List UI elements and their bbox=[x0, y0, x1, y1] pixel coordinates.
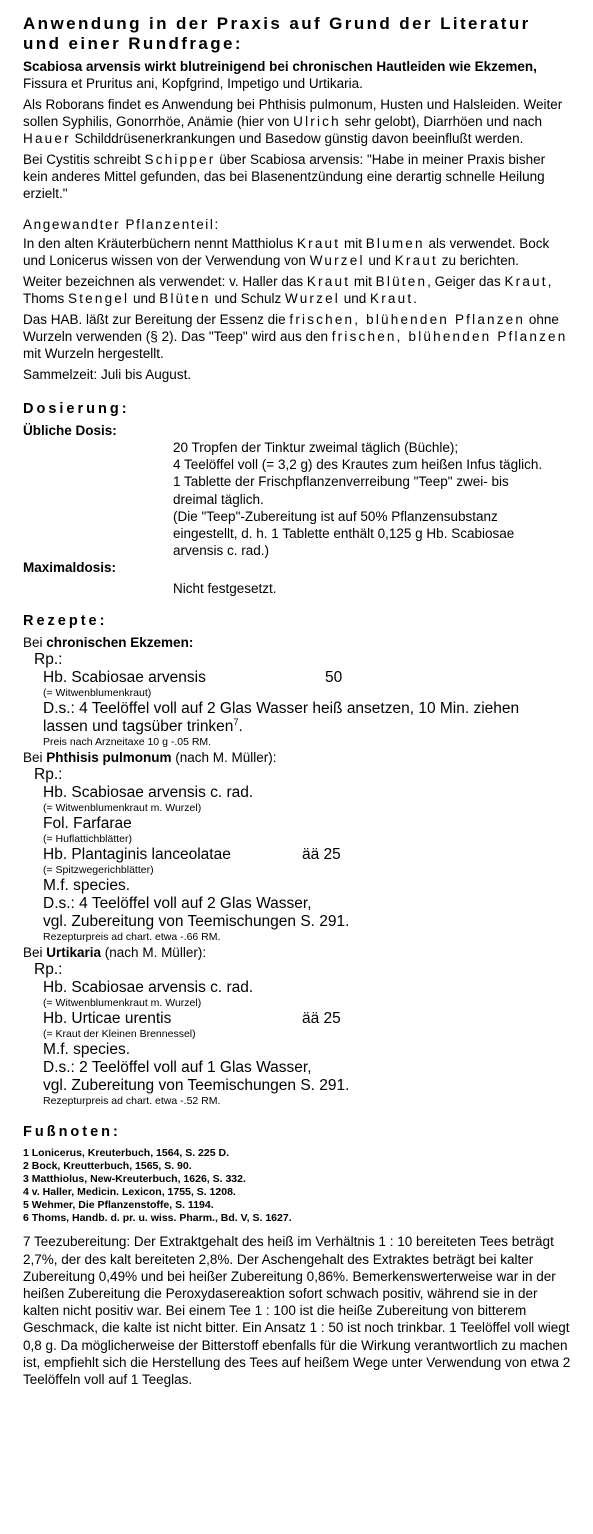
dose-line: 4 Teelöffel voll (= 3,2 g) des Krautes zum heißen Infus täglich. bbox=[173, 457, 543, 473]
directions: D.s.: 4 Teelöffel voll auf 2 Glas Wasser, bbox=[43, 895, 312, 913]
ingredient-note: (= Huflattichblätter) bbox=[43, 833, 132, 846]
footnote-item: 6 Thoms, Handb. d. pr. u. wiss. Pharm., Bd. V, S. 1627. bbox=[23, 1212, 292, 1225]
rp-label: Rp.: bbox=[34, 961, 63, 979]
ingredient-note: (= Witwenblumenkraut m. Wurzel) bbox=[43, 802, 202, 815]
section-heading-anwendung: Anwendung in der Praxis auf Grund der Literatur und einer Rundfrage: bbox=[23, 14, 531, 53]
author-schipper: Schipper bbox=[144, 152, 216, 167]
dose-max-value: Nicht festgesetzt. bbox=[173, 581, 277, 597]
footnote-item: 2 Bock, Kreutterbuch, 1565, S. 90. bbox=[23, 1160, 192, 1173]
paragraph: Weiter bezeichnen als verwendet: v. Haller das Kraut mit Blüten, Geiger das Kraut, Thoms Stengel und Blüten und Schulz Wurzel und Kraut. bbox=[23, 274, 552, 306]
footnote-ref[interactable]: 7 bbox=[233, 717, 239, 728]
price-note: Preis nach Arzneitaxe 10 g -.05 RM. bbox=[43, 736, 212, 749]
rp-label: Rp.: bbox=[34, 651, 63, 669]
paragraph: Das HAB. läßt zur Bereitung der Essenz die frischen, blühenden Pflanzen ohne Wurzeln verwenden (§ 2). Das "Teep" wird aus den frischen, blühenden Pflanzen mit Wurzeln hergestellt. bbox=[23, 312, 568, 361]
dose-line: eingestellt, d. h. 1 Tablette enthält 0,125 g Hb. Scabiosae bbox=[173, 526, 515, 542]
paragraph: Als Roborans findet es Anwendung bei Phthisis pulmonum, Husten und Halsleiden. Weiter sollen Syphilis, Gonorrhöe, Anämie (hier von Ulrich sehr gelobt), Diarrhöen und nach Hauer Schilddrüsenerkrankungen und Basedow günstig davon beeinflußt werden. bbox=[23, 97, 563, 146]
footnote-item: 1 Lonicerus, Kreuterbuch, 1564, S. 225 D. bbox=[23, 1147, 229, 1160]
directions: vgl. Zubereitung von Teemischungen S. 291. bbox=[43, 1077, 350, 1095]
ingredient: Hb. Scabiosae arvensis c. rad. bbox=[43, 784, 254, 802]
price-note: Rezepturpreis ad chart. etwa -.66 RM. bbox=[43, 931, 221, 944]
dose-line: arvensis c. rad.) bbox=[173, 543, 270, 559]
dose-line: (Die "Teep"-Zubereitung ist auf 50% Pflanzensubstanz bbox=[173, 508, 498, 524]
lead-bold-text: Scabiosa arvensis wirkt blutreinigend bei chronischen Hautleiden wie Ekzemen, bbox=[23, 59, 537, 74]
ingredient-note: (= Witwenblumenkraut m. Wurzel) bbox=[43, 997, 202, 1010]
paragraph: In den alten Kräuterbüchern nennt Matthiolus Kraut mit Blumen als verwendet. Bock und Lonicerus wissen von der Verwendung von Wurzel und Kraut zu berichten. bbox=[23, 236, 550, 268]
footnote-item: 3 Matthiolus, New-Kreuterbuch, 1626, S. 332. bbox=[23, 1173, 246, 1186]
sammelzeit: Sammelzeit: Juli bis August. bbox=[23, 367, 192, 382]
ingredient-row: Hb. Plantaginis lanceolatae ää 25 bbox=[43, 846, 341, 864]
mf: M.f. species. bbox=[43, 1041, 130, 1059]
mf: M.f. species. bbox=[43, 877, 130, 895]
recipe-intro: Bei Urtikaria (nach M. Müller): bbox=[23, 945, 207, 961]
paragraph: Bei Cystitis schreibt Schipper über Scabiosa arvensis: "Habe in meiner Praxis bisher kein anderes Mittel gefunden, das bei Blasenentzündung eine derartig schnelle Heilung erzielt." bbox=[23, 152, 546, 201]
recipe-intro: Bei Phthisis pulmonum (nach M. Müller): bbox=[23, 750, 277, 766]
author-hauer: Hauer bbox=[23, 131, 71, 146]
author-ulrich: Ulrich bbox=[293, 114, 341, 129]
dose-line: dreimal täglich. bbox=[173, 491, 264, 507]
ingredient-row: Hb. Scabiosae arvensis 50 bbox=[43, 669, 343, 687]
footnote-7: 7 Teezubereitung: Der Extraktgehalt des heiß im Verhältnis 1 : 10 bereiteten Tees beträgt 2,7%, der des kalt bereiteten 2,8%. Der Aschengehalt des Extraktes beträgt bei kalter Zubereitung 0,49% und bei heißer Zubereitung 0,86%. Bemerkenswerterweise war in der heißen Zubereitung die Peroxydasereaktion sofort schwach positiv, während sie in der kalten nicht positiv war. Bei einem Tee 1 : 100 ist die heiße Zubereitung von bitterem Geschmack, die kalte ist nicht bitter. Ein Ansatz 1 : 50 ist noch trinkbar. 1 Teelöffel voll wiegt 0,8 g. Da möglicherweise der Bitterstoff ebenfalls für die Wirkung verantwortlich zu machen ist, empfiehlt sich die Herstellung des Tees auf heißem Wege unter Verwendung von etwa 2 Teelöffeln voll auf 1 Teeglas. bbox=[23, 1234, 571, 1388]
ingredient: Fol. Farfarae bbox=[43, 815, 132, 833]
section-praxis bbox=[23, 58, 571, 202]
section-heading-fussnoten: Fußnoten: bbox=[23, 1124, 121, 1141]
section-heading-pflanzenteil: Angewandter Pflanzenteil: bbox=[23, 217, 220, 232]
directions: D.s.: 2 Teelöffel voll auf 1 Glas Wasser, bbox=[43, 1059, 312, 1077]
directions: vgl. Zubereitung von Teemischungen S. 291. bbox=[43, 913, 350, 931]
section-rezepte bbox=[23, 613, 571, 1108]
recipe-ekzeme bbox=[23, 634, 571, 749]
recipe-urtikaria bbox=[23, 944, 571, 1108]
section-pflanzenteil bbox=[23, 216, 571, 383]
footnote-list bbox=[23, 1147, 571, 1225]
section-heading-rezepte: Rezepte: bbox=[23, 613, 108, 630]
section-fussnoten bbox=[23, 1124, 571, 1388]
dose-label-max: Maximaldosis: bbox=[23, 560, 117, 576]
dose-list bbox=[173, 438, 568, 559]
dose-line: 1 Tablette der Frischpflanzenverreibung "Teep" zwei- bis bbox=[173, 474, 509, 490]
rp-label: Rp.: bbox=[34, 766, 63, 784]
dose-label-ueblich: Übliche Dosis: bbox=[23, 423, 117, 438]
dose-line: 20 Tropfen der Tinktur zweimal täglich (Büchle); bbox=[173, 440, 459, 455]
footnote-item: 5 Wehmer, Die Pflanzenstoffe, S. 1194. bbox=[23, 1199, 214, 1212]
footnote-item: 4 v. Haller, Medicin. Lexicon, 1755, S. 1208. bbox=[23, 1186, 236, 1199]
ingredient-note: (= Spitzwegerichblätter) bbox=[43, 864, 154, 877]
ingredient: Hb. Scabiosae arvensis c. rad. bbox=[43, 979, 254, 997]
price-note: Rezepturpreis ad chart. etwa -.52 RM. bbox=[43, 1095, 221, 1108]
recipe-intro: Bei chronischen Ekzemen: bbox=[23, 635, 194, 651]
ingredient-note: (= Witwenblumenkraut) bbox=[43, 687, 152, 700]
lead-text: Fissura et Pruritus ani, Kopfgrind, Impetigo und Urtikaria. bbox=[23, 76, 363, 91]
recipe-phthisis bbox=[23, 749, 571, 944]
section-heading-dosierung: Dosierung: bbox=[23, 401, 130, 417]
directions: D.s.: 4 Teelöffel voll auf 2 Glas Wasser heiß ansetzen, 10 Min. ziehen bbox=[43, 700, 520, 718]
document-page bbox=[23, 14, 571, 1388]
ingredient-row: Hb. Urticae urentis ää 25 bbox=[43, 1010, 341, 1028]
ingredient-note: (= Kraut der Kleinen Brennessel) bbox=[43, 1028, 196, 1041]
section-dosierung bbox=[23, 401, 571, 597]
paragraph bbox=[23, 58, 571, 92]
directions: lassen und tagsüber trinken$^7$. bbox=[43, 717, 243, 736]
